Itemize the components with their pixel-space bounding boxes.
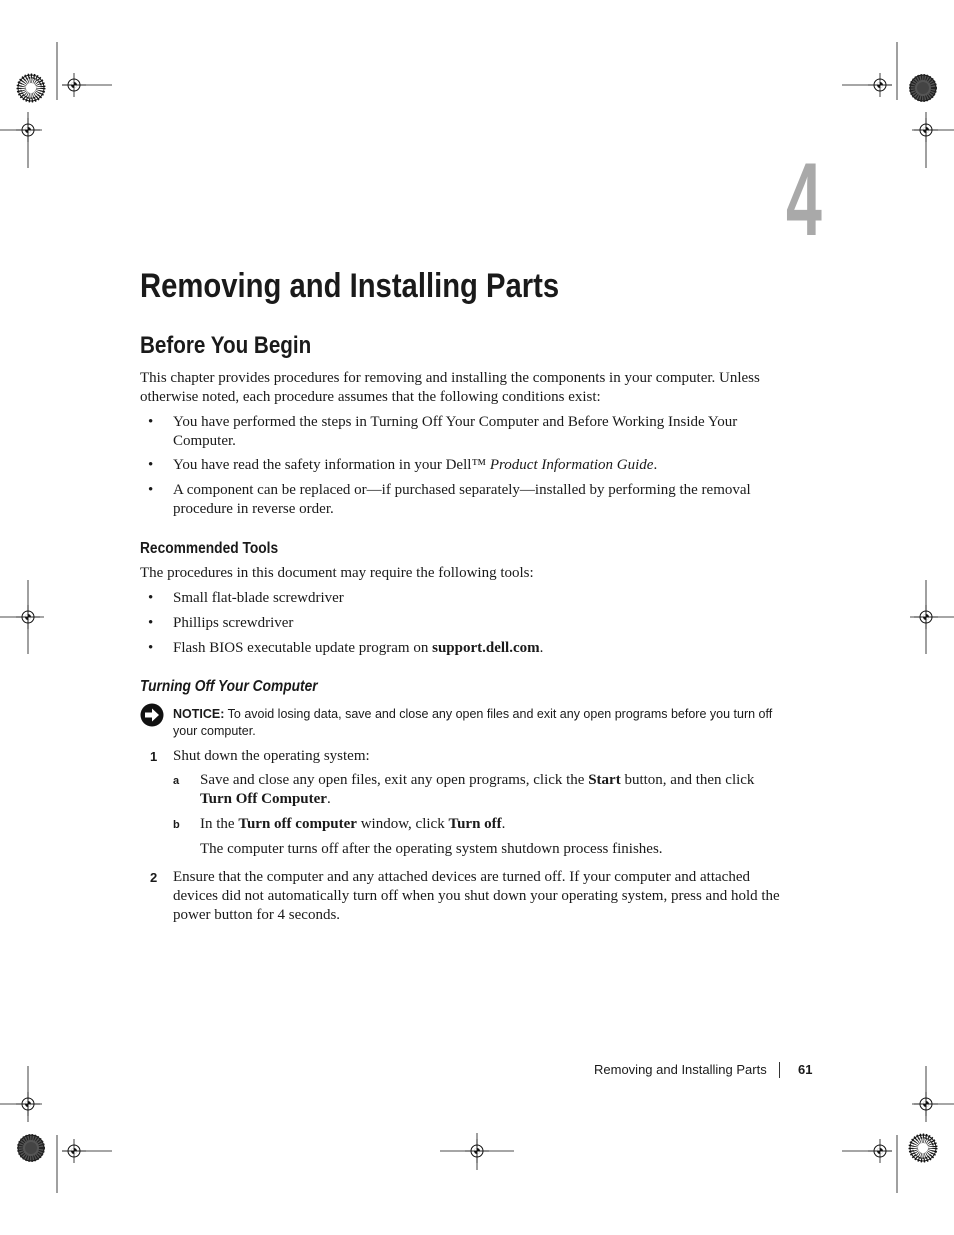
printer-color-wheel-icon (910, 75, 936, 101)
printer-color-wheel-icon (910, 1135, 936, 1161)
step-number: 1 (150, 749, 158, 764)
footer-title: Removing and Installing Parts (594, 1062, 767, 1077)
substep-text: In the Turn off computer window, click Turn off. (200, 816, 506, 832)
start-label: Start (588, 772, 621, 788)
bullet-dot: • (148, 482, 154, 498)
substep-letter: a (173, 775, 180, 787)
notice-label: NOTICE: (173, 707, 225, 721)
step-text: Ensure that the computer and any attached devices are turned off. If your computer and attached devices did not automatically turn off when you shut down your operating system, press and hold the power button for 4 seconds. (173, 869, 780, 923)
substep-letter: b (173, 819, 180, 831)
bullet-dot: • (148, 457, 154, 473)
section-intro: This chapter provides procedures for removing and installing the components in your computer. Unless otherwise noted, each procedure assumes that the following conditions exist: (140, 370, 760, 405)
step-number: 2 (150, 870, 158, 885)
tools-intro: The procedures in this document may require the following tools: (140, 565, 534, 581)
tools-heading: Recommended Tools (140, 540, 279, 557)
bullet-dot: • (148, 590, 154, 606)
condition-item: A component can be replaced or—if purchased separately—installed by performing the removal procedure in reverse order. (173, 482, 751, 517)
bullet-dot: • (148, 640, 154, 656)
guide-name: Product Information Guide (489, 457, 654, 473)
notice-text: NOTICE: To avoid losing data, save and close any open files and exit any open programs before you turn off your computer. (173, 707, 773, 738)
printer-color-wheel-icon (18, 1135, 44, 1161)
step-text: Shut down the operating system: (173, 748, 370, 764)
turning-off-heading: Turning Off Your Computer (140, 678, 318, 695)
substep-result: The computer turns off after the operating system shutdown process finishes. (200, 841, 663, 857)
section-heading: Before You Begin (140, 332, 312, 359)
tool-item: Flash BIOS executable update program on support.dell.com. (173, 640, 544, 656)
tool-item: Small flat-blade screwdriver (173, 590, 344, 606)
turn-off-computer-label: Turn Off Computer (200, 791, 327, 807)
tool-item: Phillips screwdriver (173, 615, 294, 631)
bullet-dot: • (148, 615, 154, 631)
printer-color-wheel-icon (18, 75, 44, 101)
chapter-number: 4 (786, 142, 821, 258)
turn-off-computer-window-label: Turn off computer (238, 816, 357, 832)
condition-item: You have read the safety information in your Dell™ Product Information Guide. (173, 457, 658, 473)
page-title: Removing and Installing Parts (140, 267, 560, 305)
substep-text: Save and close any open files, exit any open programs, click the Start button, and then click Turn Off Computer. (200, 772, 755, 807)
condition-item: You have performed the steps in Turning Off Your Computer and Before Working Inside Your Computer. (173, 414, 738, 449)
page-number: 61 (798, 1062, 813, 1077)
turn-off-label: Turn off (448, 816, 502, 832)
bullet-dot: • (148, 414, 154, 430)
support-link[interactable]: support.dell.com (432, 640, 540, 656)
